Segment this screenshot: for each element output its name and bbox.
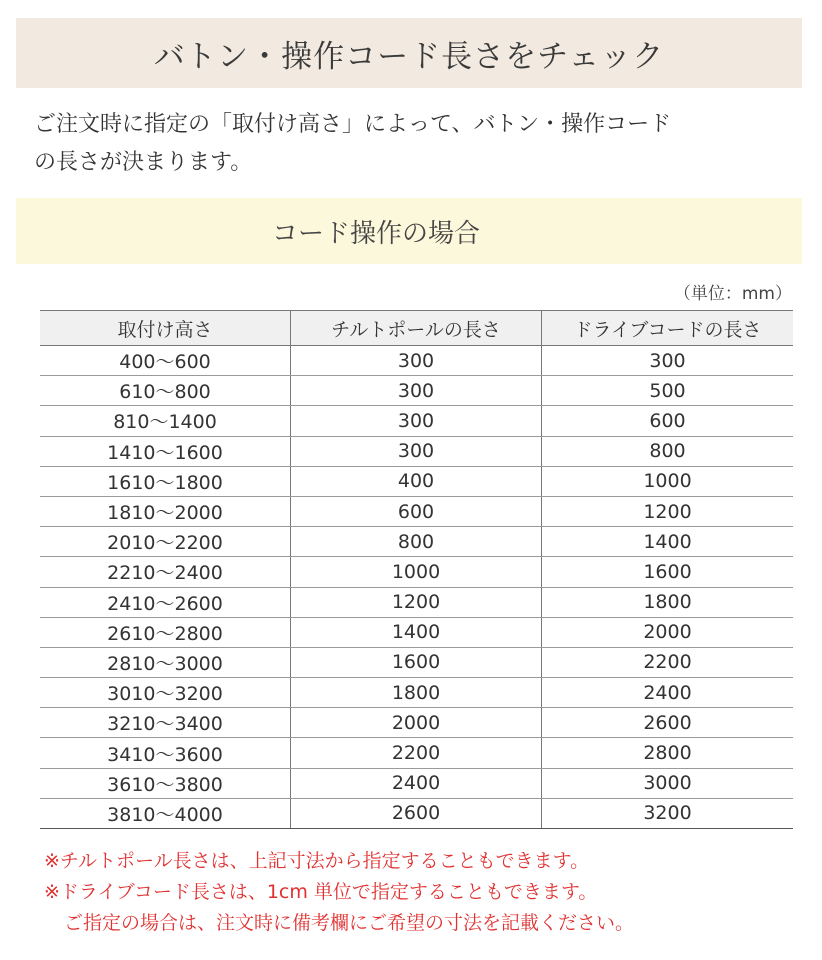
cell-mount-height: 3810〜4000 bbox=[40, 798, 291, 828]
cell-mount-height: 610〜800 bbox=[40, 376, 291, 406]
cell-drive-cord-length: 3200 bbox=[542, 798, 794, 828]
note-line-1: ※チルトポール長さは、上記寸法から指定することもできます。 bbox=[44, 850, 590, 872]
cell-drive-cord-length: 2800 bbox=[542, 738, 794, 768]
notes bbox=[44, 846, 804, 939]
cell-mount-height: 1810〜2000 bbox=[40, 496, 291, 526]
cell-tilt-pole-length: 300 bbox=[291, 376, 542, 406]
cell-mount-height: 3610〜3800 bbox=[40, 768, 291, 798]
cell-tilt-pole-length: 1600 bbox=[291, 647, 542, 677]
table-row bbox=[40, 708, 793, 738]
cell-drive-cord-length: 1600 bbox=[542, 557, 794, 587]
cell-mount-height: 2010〜2200 bbox=[40, 527, 291, 557]
cell-mount-height: 3210〜3400 bbox=[40, 708, 291, 738]
section-title: コード操作の場合 bbox=[272, 218, 481, 249]
intro-text bbox=[34, 106, 794, 182]
table-row bbox=[40, 798, 793, 828]
table-row bbox=[40, 527, 793, 557]
cell-mount-height: 1610〜1800 bbox=[40, 466, 291, 496]
cell-tilt-pole-length: 300 bbox=[291, 346, 542, 376]
table-header-row bbox=[40, 311, 793, 346]
cell-tilt-pole-length: 300 bbox=[291, 406, 542, 436]
cell-drive-cord-length: 1400 bbox=[542, 527, 794, 557]
cell-mount-height: 2210〜2400 bbox=[40, 557, 291, 587]
cell-tilt-pole-length: 2400 bbox=[291, 768, 542, 798]
cell-tilt-pole-length: 600 bbox=[291, 496, 542, 526]
header-tilt-pole-length: チルトポールの長さ bbox=[291, 311, 542, 346]
cell-mount-height: 400〜600 bbox=[40, 346, 291, 376]
unit-label: （単位：mm） bbox=[673, 284, 792, 304]
header-drive-cord-length: ドライブコードの長さ bbox=[542, 311, 794, 346]
cell-drive-cord-length: 1800 bbox=[542, 587, 794, 617]
cell-tilt-pole-length: 2000 bbox=[291, 708, 542, 738]
cell-tilt-pole-length: 300 bbox=[291, 436, 542, 466]
cell-drive-cord-length: 300 bbox=[542, 346, 794, 376]
table-row bbox=[40, 647, 793, 677]
cell-drive-cord-length: 1200 bbox=[542, 496, 794, 526]
cell-drive-cord-length: 800 bbox=[542, 436, 794, 466]
cell-tilt-pole-length: 400 bbox=[291, 466, 542, 496]
table-row bbox=[40, 617, 793, 647]
cell-tilt-pole-length: 1200 bbox=[291, 587, 542, 617]
cell-mount-height: 810〜1400 bbox=[40, 406, 291, 436]
cell-drive-cord-length: 500 bbox=[542, 376, 794, 406]
cell-tilt-pole-length: 800 bbox=[291, 527, 542, 557]
cell-tilt-pole-length: 1800 bbox=[291, 678, 542, 708]
header-mount-height: 取付け高さ bbox=[40, 311, 291, 346]
cell-tilt-pole-length: 1400 bbox=[291, 617, 542, 647]
cell-tilt-pole-length: 2600 bbox=[291, 798, 542, 828]
cell-mount-height: 1410〜1600 bbox=[40, 436, 291, 466]
table-row bbox=[40, 738, 793, 768]
cell-mount-height: 2810〜3000 bbox=[40, 647, 291, 677]
table-row bbox=[40, 406, 793, 436]
table-row bbox=[40, 768, 793, 798]
cell-drive-cord-length: 2600 bbox=[542, 708, 794, 738]
cell-mount-height: 2610〜2800 bbox=[40, 617, 291, 647]
table-row bbox=[40, 466, 793, 496]
cell-drive-cord-length: 2200 bbox=[542, 647, 794, 677]
note-line-2: ※ドライブコード長さは、1cm 単位で指定することもできます。 bbox=[44, 881, 598, 903]
section-banner bbox=[16, 198, 802, 264]
cell-drive-cord-length: 600 bbox=[542, 406, 794, 436]
intro-line-1: ご注文時に指定の「取付け高さ」によって、バトン・操作コード bbox=[34, 112, 672, 137]
table-row bbox=[40, 436, 793, 466]
cell-tilt-pole-length: 1000 bbox=[291, 557, 542, 587]
cell-mount-height: 3010〜3200 bbox=[40, 678, 291, 708]
title-banner bbox=[16, 18, 802, 88]
table-row bbox=[40, 346, 793, 376]
cell-drive-cord-length: 3000 bbox=[542, 768, 794, 798]
cell-drive-cord-length: 2000 bbox=[542, 617, 794, 647]
table-row bbox=[40, 557, 793, 587]
cell-mount-height: 3410〜3600 bbox=[40, 738, 291, 768]
length-table bbox=[40, 310, 793, 829]
page-title: バトン・操作コード長さをチェック bbox=[153, 38, 665, 75]
note-line-3: ご指定の場合は、注文時に備考欄にご希望の寸法を記載ください。 bbox=[64, 912, 635, 934]
cell-drive-cord-length: 2400 bbox=[542, 678, 794, 708]
table-body bbox=[40, 346, 793, 829]
table-row bbox=[40, 587, 793, 617]
cell-mount-height: 2410〜2600 bbox=[40, 587, 291, 617]
cell-tilt-pole-length: 2200 bbox=[291, 738, 542, 768]
table-row bbox=[40, 496, 793, 526]
table-row bbox=[40, 678, 793, 708]
cell-drive-cord-length: 1000 bbox=[542, 466, 794, 496]
intro-line-2: の長さが決まります。 bbox=[34, 150, 253, 175]
table-row bbox=[40, 376, 793, 406]
